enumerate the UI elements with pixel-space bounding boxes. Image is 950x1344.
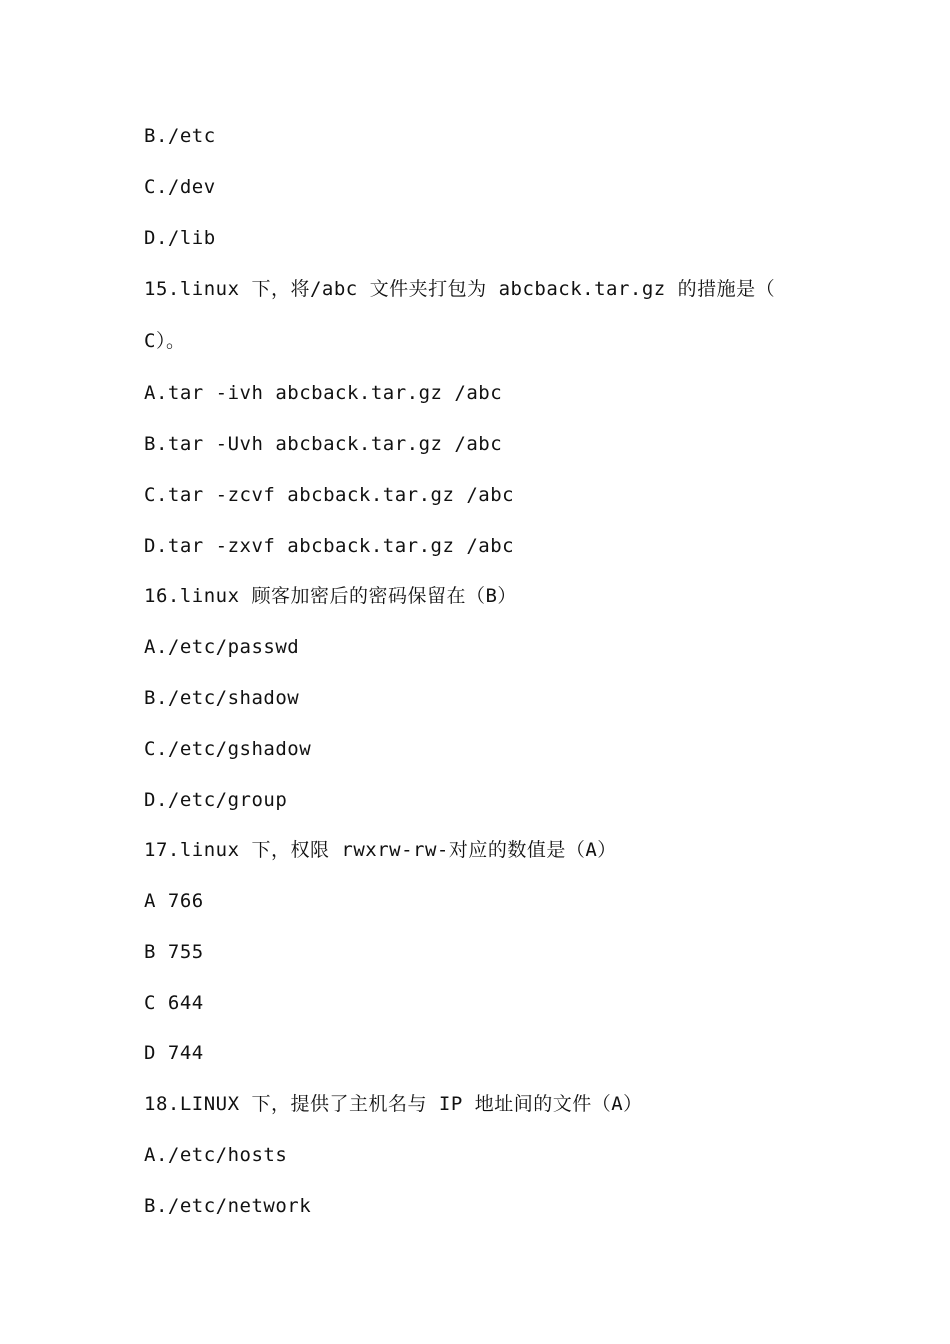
- q17-option-a: A 766: [144, 890, 204, 912]
- question-17: 17.linux 下，权限 rwxrw-rw-对应的数值是（A）: [144, 839, 617, 861]
- option-b-etc: B./etc: [144, 125, 216, 147]
- question-15: 15.linux 下，将/abc 文件夹打包为 abcback.tar.gz 的措施是（: [144, 278, 776, 300]
- q15-option-a: A.tar -ivh abcback.tar.gz /abc: [144, 382, 503, 404]
- question-15-answer: C）。: [144, 330, 186, 352]
- q16-option-c: C./etc/gshadow: [144, 738, 312, 760]
- q16-option-a: A./etc/passwd: [144, 636, 300, 658]
- q17-option-c: C 644: [144, 992, 204, 1014]
- q15-option-c: C.tar -zcvf abcback.tar.gz /abc: [144, 484, 515, 506]
- q17-option-b: B 755: [144, 941, 204, 963]
- question-16: 16.linux 顾客加密后的密码保留在（B）: [144, 585, 517, 607]
- question-18: 18.LINUX 下，提供了主机名与 IP 地址间的文件（A）: [144, 1093, 643, 1115]
- q17-option-d: D 744: [144, 1042, 204, 1064]
- q15-option-d: D.tar -zxvf abcback.tar.gz /abc: [144, 535, 515, 557]
- q18-option-a: A./etc/hosts: [144, 1144, 288, 1166]
- option-c-dev: C./dev: [144, 176, 216, 198]
- q16-option-b: B./etc/shadow: [144, 687, 300, 709]
- option-d-lib: D./lib: [144, 227, 216, 249]
- q16-option-d: D./etc/group: [144, 789, 288, 811]
- q18-option-b: B./etc/network: [144, 1195, 312, 1217]
- q15-option-b: B.tar -Uvh abcback.tar.gz /abc: [144, 433, 503, 455]
